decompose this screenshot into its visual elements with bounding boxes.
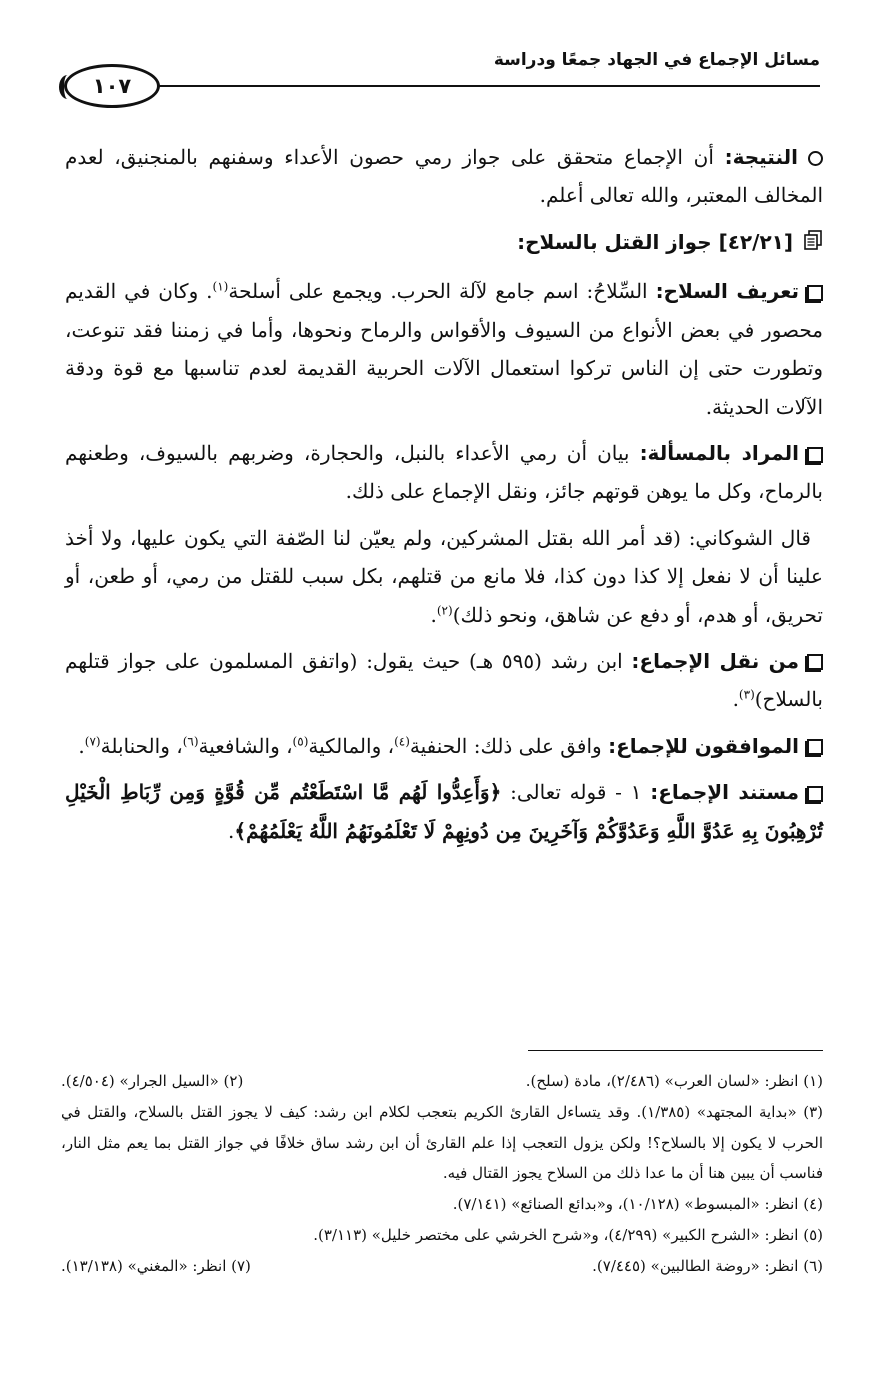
quran-verse: ﴿وَأَعِدُّوا لَهُم مَّا اسْتَطَعْتُم مِّن قُوَّةٍ وَمِن رِّبَاطِ الْخَيْلِ تُرْهِبُونَ بِهِ عَدُوَّ اللَّهِ وَعَدُوَّكُمْ وَآخَرِينَ مِن دُونِهِمْ لَا تَعْلَمُونَهُمُ اللَّهُ يَعْلَمُهُمْ﴾ bbox=[65, 780, 823, 843]
section-title: جواز القتل بالسلاح: bbox=[517, 229, 719, 254]
transmitters-paragraph bbox=[65, 642, 823, 719]
square-bullet-icon bbox=[807, 447, 823, 463]
square-bullet-icon bbox=[807, 285, 823, 301]
footnote-2: (٢) «السيل الجرار» (٤/٥٠٤). bbox=[61, 1072, 244, 1090]
agreeing-end: . bbox=[78, 733, 85, 758]
shawkani-end: . bbox=[430, 602, 437, 627]
square-bullet-icon bbox=[807, 739, 823, 755]
transmitters-end: . bbox=[732, 687, 739, 712]
agreeing-text-a: وافق على ذلك: الحنفية bbox=[409, 733, 609, 758]
meaning-text: بيان أن رمي الأعداء بالنبل، والحجارة، وضربهم بالسيوف، وطعنهم بالرماح، وكل ما يوهن قوتهم جائز، ونقل الإجماع على ذلك. bbox=[65, 441, 823, 504]
basis-end: . bbox=[228, 818, 235, 843]
transmitters-label: من نقل الإجماع: bbox=[631, 648, 799, 673]
transmitters-text: ابن رشد (٥٩٥ هـ) حيث يقول: (واتفق المسلمون على جواز قتلهم بالسلاح) bbox=[65, 648, 823, 712]
footnote-ref-7: (٧) bbox=[84, 734, 101, 749]
basis-text: ١ - قوله تعالى: bbox=[501, 780, 651, 805]
page-number: ١٠٧ bbox=[92, 74, 132, 98]
definition-label: تعريف السلاح: bbox=[655, 279, 799, 304]
result-label: النتيجة: bbox=[724, 145, 798, 169]
footnote-1: (١) انظر: «لسان العرب» (٢/٤٨٦)، مادة (سلح). bbox=[525, 1072, 823, 1090]
definition-text-2: . وكان في القديم محصور في بعض الأنواع من السيوف والأقواس والرماح ونحوها، وأما في زمننا فقد تنوعت، وتطورت حتى إن الناس تركوا استعمال الآلات الحربية القديمة لعدم تناسبها مع قوة ودقة الآلات الحديثة. bbox=[65, 279, 823, 419]
meaning-label: المراد بالمسألة: bbox=[639, 441, 800, 466]
footnote-4: (٤) انظر: «المبسوط» (١٠/١٢٨)، و«بدائع الصنائع» (٧/١٤١). bbox=[452, 1195, 823, 1213]
page-number-oval bbox=[64, 64, 160, 108]
agreeing-text-b: ، والمالكية bbox=[308, 733, 395, 758]
definition-text-1: السِّلاحُ: اسم جامع لآلة الحرب. ويجمع على أسلحة bbox=[228, 279, 656, 304]
definition-paragraph bbox=[65, 272, 823, 426]
main-text bbox=[65, 138, 823, 858]
header-rule bbox=[158, 85, 820, 87]
footnote-ref-6: (٦) bbox=[182, 734, 199, 749]
result-paragraph bbox=[65, 138, 823, 215]
page-header bbox=[58, 38, 820, 118]
footnote-7: (٧) انظر: «المغني» (١٣/١٣٨). bbox=[61, 1256, 251, 1275]
circle-bullet-icon bbox=[808, 151, 823, 166]
footnote-row bbox=[61, 1251, 823, 1282]
footnote-ref-4: (٤) bbox=[394, 734, 410, 749]
footnote-separator bbox=[528, 1050, 823, 1051]
footnote-ref-3: (٣) bbox=[738, 687, 755, 702]
agreeing-label: الموافقون للإجماع: bbox=[608, 733, 799, 758]
meaning-paragraph bbox=[65, 434, 823, 511]
basis-label: مستند الإجماع: bbox=[650, 780, 799, 805]
footnote-5: (٥) انظر: «الشرح الكبير» (٤/٢٩٩)، و«شرح الخرشي على مختصر خليل» (٣/١١٣). bbox=[313, 1225, 823, 1244]
footnote-ref-2: (٢) bbox=[436, 602, 453, 617]
result-text: أن الإجماع متحقق على جواز رمي حصون الأعداء وسفنهم بالمنجنيق، لعدم المخالف المعتبر، والله تعالى أعلم. bbox=[65, 145, 823, 208]
basis-paragraph bbox=[65, 773, 823, 850]
agreeing-paragraph bbox=[65, 727, 823, 765]
footnote-ref-5: (٥) bbox=[292, 734, 309, 749]
footnote-row bbox=[61, 1066, 823, 1097]
square-bullet-icon bbox=[807, 654, 823, 670]
running-title: مسائل الإجماع في الجهاد جمعًا ودراسة bbox=[493, 50, 820, 70]
agreeing-text-c: ، والشافعية bbox=[198, 733, 293, 758]
documents-icon bbox=[803, 224, 823, 262]
footnote-ref-1: (١) bbox=[212, 279, 229, 294]
section-number: [٤٢/٢١] bbox=[718, 229, 793, 254]
square-bullet-icon bbox=[807, 786, 823, 802]
footnote-3: (٣) «بداية المجتهد» (١/٣٨٥). وقد يتساءل القارئ الكريم بتعجب لكلام ابن رشد: كيف لا يجوز القتل بالسلاح، والقتل في الحرب لا يكون إلا بالسلاح؟! ولكن يزول التعجب إذا علم القارئ أن ابن رشد ساق خلافًا في جواز القتل بما يعم مثل النار، فناسب أن يبين هنا أن ما عدا ذلك من السلاح يجوز القتال فيه. bbox=[61, 1102, 824, 1183]
shawkani-text: قال الشوكاني: (قد أمر الله بقتل المشركين، ولم يعيّن لنا الصّفة التي يكون عليها، ولا أخذ علينا أن لا نفعل إلا كذا دون كذا، فلا مانع من قتلهم، بكل سبب للقتل من رمي، أو طعن، أو تحريق، أو هدم، أو دفع عن شاهق، ونحو ذلك) bbox=[65, 525, 823, 627]
footnote-6: (٦) انظر: «روضة الطالبين» (٧/٤٤٥). bbox=[592, 1256, 823, 1275]
shawkani-paragraph bbox=[65, 519, 823, 634]
section-heading bbox=[65, 223, 823, 263]
agreeing-text-d: ، والحنابلة bbox=[100, 733, 183, 758]
footnotes bbox=[61, 1066, 823, 1281]
